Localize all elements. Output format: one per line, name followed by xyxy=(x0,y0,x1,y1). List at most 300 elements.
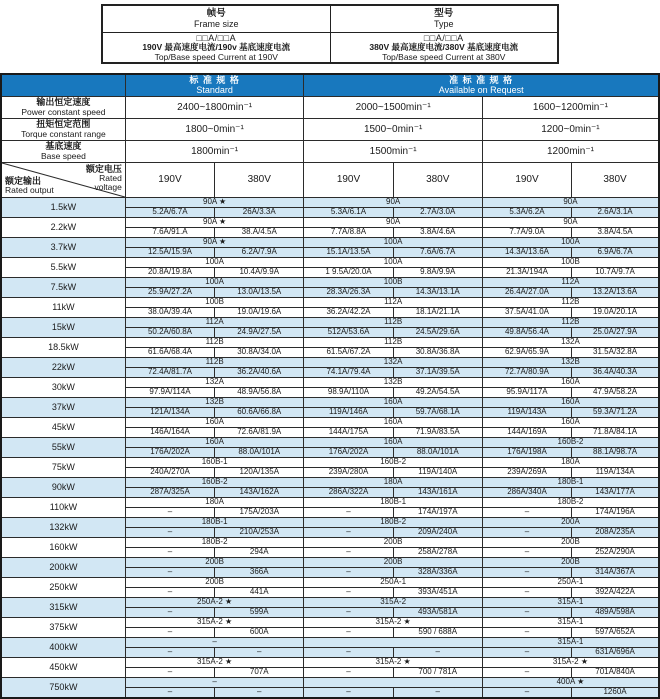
current-cell: 48.9A/56.8A xyxy=(215,387,304,397)
frame-size-cell: 315A-2 xyxy=(304,597,483,607)
torque-range-zh: 扭矩恒定范围 xyxy=(36,119,91,130)
kw-label: 37kW xyxy=(1,397,125,417)
frame-row xyxy=(1,397,659,407)
frame-size-cell: 180B-2 xyxy=(304,517,483,527)
current-cell: 5.3A/6.2A xyxy=(482,207,571,217)
frame-row xyxy=(1,357,659,367)
current-cell: – xyxy=(393,647,482,657)
current-cell: 144A/175A xyxy=(304,427,393,437)
legend-type-title xyxy=(330,5,558,33)
frame-row xyxy=(1,637,659,647)
current-cell: 14.3A/13.6A xyxy=(482,247,571,257)
current-cell: 95.9A/117A xyxy=(482,387,571,397)
kw-label: 55kW xyxy=(1,437,125,457)
frame-size-cell: 180B-2 xyxy=(125,537,304,547)
current-cell: 28.3A/26.3A xyxy=(304,287,393,297)
base-speed-value: 1200min⁻¹ xyxy=(482,140,659,162)
frame-size-cell: 112A xyxy=(125,317,304,327)
frame-size-cell: 100A xyxy=(304,237,483,247)
power-speed-value: 2400~1800min⁻¹ xyxy=(125,96,304,118)
section-header-row xyxy=(1,74,659,96)
current-cell: 20.8A/19.8A xyxy=(125,267,214,277)
current-cell: 176A/202A xyxy=(125,447,214,457)
current-cell: – xyxy=(304,527,393,537)
frame-size-cell: 200B xyxy=(482,557,659,567)
current-cell: 71.8A/84.1A xyxy=(572,427,659,437)
current-cell: 143A/162A xyxy=(215,487,304,497)
current-cell: 30.8A/34.0A xyxy=(215,347,304,357)
legend-type-desc-en: Top/Base speed Current at 380V xyxy=(382,52,506,63)
frame-size-cell: 90A ★ xyxy=(125,217,304,227)
current-cell: 37.1A/39.5A xyxy=(393,367,482,377)
frame-size-cell: 112B xyxy=(125,357,304,367)
frame-row xyxy=(1,417,659,427)
current-cell: 21.3A/194A xyxy=(482,267,571,277)
spec-table xyxy=(0,73,660,698)
frame-size-cell: 132B xyxy=(482,357,659,367)
frame-size-cell: 90A xyxy=(482,197,659,207)
kw-label: 75kW xyxy=(1,457,125,477)
current-cell: 174A/196A xyxy=(572,507,659,517)
request-en: Available on Request xyxy=(438,84,524,95)
frame-size-cell: 250A-2 ★ xyxy=(125,597,304,607)
frame-size-cell: 112A xyxy=(304,297,483,307)
rated-voltage-en1: Rated xyxy=(99,173,122,184)
current-cell: 121A/134A xyxy=(125,407,214,417)
frame-row xyxy=(1,437,659,447)
current-cell: 1260A xyxy=(572,687,659,698)
frame-size-cell: 200B xyxy=(304,537,483,547)
frame-size-cell: 180A xyxy=(125,497,304,507)
frame-size-cell: 160B-2 xyxy=(125,477,304,487)
current-cell: 25.9A/27.2A xyxy=(125,287,214,297)
current-cell: 38.A/4.5A xyxy=(215,227,304,237)
frame-row xyxy=(1,577,659,587)
frame-size-cell: 400A ★ xyxy=(482,677,659,687)
current-cell: 37.5A/41.0A xyxy=(482,307,571,317)
frame-size-cell: 160A xyxy=(304,417,483,427)
frame-row xyxy=(1,617,659,627)
frame-size-cell: 112B xyxy=(304,317,483,327)
legend-type-zh: 型号 xyxy=(434,7,454,19)
current-cell: 36.2A/40.6A xyxy=(215,367,304,377)
current-cell: 25.0A/27.9A xyxy=(572,327,659,337)
kw-label: 11kW xyxy=(1,297,125,317)
frame-size-cell: 100A xyxy=(482,237,659,247)
rated-output-zh: 额定输出 xyxy=(5,176,42,186)
kw-label: 90kW xyxy=(1,477,125,497)
current-cell: 599A xyxy=(215,607,304,617)
frame-size-cell: – xyxy=(125,677,304,687)
frame-size-cell: 160A xyxy=(125,437,304,447)
torque-range-value: 1200~0min⁻¹ xyxy=(482,118,659,140)
frame-size-cell: 90A xyxy=(304,217,483,227)
frame-size-cell: 100B xyxy=(125,297,304,307)
frame-row xyxy=(1,677,659,687)
frame-size-cell: 112B xyxy=(125,337,304,347)
current-cell: 61.6A/68.4A xyxy=(125,347,214,357)
frame-size-cell: 100A xyxy=(304,257,483,267)
current-cell: 59.7A/68.1A xyxy=(393,407,482,417)
current-cell: 143A/177A xyxy=(572,487,659,497)
voltage-header: 190V xyxy=(482,162,571,197)
current-cell: 12.5A/15.9A xyxy=(125,247,214,257)
current-cell: 88.0A/101A xyxy=(215,447,304,457)
frame-size-cell: 200B xyxy=(304,557,483,567)
current-cell: – xyxy=(304,647,393,657)
frame-size-cell: 315A-1 xyxy=(482,597,659,607)
current-cell: 74.1A/79.4A xyxy=(304,367,393,377)
current-cell: 239A/280A xyxy=(304,467,393,477)
kw-label: 750kW xyxy=(1,677,125,698)
kw-label: 15kW xyxy=(1,317,125,337)
current-cell: – xyxy=(482,667,571,677)
frame-size-cell: 180B-2 xyxy=(482,497,659,507)
current-cell: – xyxy=(125,567,214,577)
current-cell: 6.9A/6.7A xyxy=(572,247,659,257)
legend-frame-desc xyxy=(102,33,330,64)
current-cell: – xyxy=(125,667,214,677)
kw-label: 132kW xyxy=(1,517,125,537)
voltage-header: 380V xyxy=(215,162,304,197)
current-cell: 489A/598A xyxy=(572,607,659,617)
current-cell: – xyxy=(304,667,393,677)
frame-size-cell: 160A xyxy=(482,397,659,407)
current-cell: 240A/270A xyxy=(125,467,214,477)
legend-type-code: □□A/□□A xyxy=(423,33,464,43)
frame-size-cell: 250A-1 xyxy=(304,577,483,587)
base-speed-value: 1800min⁻¹ xyxy=(125,140,304,162)
frame-size-cell: 100B xyxy=(304,277,483,287)
current-cell: 9.8A/9.9A xyxy=(393,267,482,277)
legend-frame-desc-zh: 190V 最高速度电流/190v 基底速度电流 xyxy=(142,42,291,53)
kw-label: 22kW xyxy=(1,357,125,377)
current-cell: 24.9A/27.5A xyxy=(215,327,304,337)
frame-size-cell: 250A-1 xyxy=(482,577,659,587)
frame-size-cell: 132B xyxy=(125,397,304,407)
voltage-header: 190V xyxy=(125,162,214,197)
kw-label: 110kW xyxy=(1,497,125,517)
current-cell: 19.0A/20.1A xyxy=(572,307,659,317)
current-cell: 3.8A/4.5A xyxy=(572,227,659,237)
rated-voltage-zh: 额定电压 xyxy=(85,163,122,174)
frame-size-cell: 160A xyxy=(482,377,659,387)
current-cell: – xyxy=(304,627,393,637)
current-cell: – xyxy=(125,547,214,557)
current-cell: 701A/840A xyxy=(572,667,659,677)
kw-label: 18.5kW xyxy=(1,337,125,357)
current-cell: – xyxy=(304,587,393,597)
current-cell: – xyxy=(125,627,214,637)
current-cell: 393A/451A xyxy=(393,587,482,597)
kw-label: 200kW xyxy=(1,557,125,577)
frame-size-cell: 160A xyxy=(304,397,483,407)
current-cell: 209A/240A xyxy=(393,527,482,537)
legend-type-desc xyxy=(330,33,558,64)
current-cell: – xyxy=(125,687,214,698)
frame-size-cell: 180B-1 xyxy=(482,477,659,487)
base-speed-en: Base speed xyxy=(40,150,86,161)
current-cell: 18.1A/21.1A xyxy=(393,307,482,317)
frame-size-cell: 90A ★ xyxy=(125,197,304,207)
diagonal-header-cell xyxy=(1,162,125,197)
frame-size-cell: 160A xyxy=(125,417,304,427)
frame-row xyxy=(1,217,659,227)
frame-size-cell: 112B xyxy=(304,337,483,347)
current-cell: 59.3A/71.2A xyxy=(572,407,659,417)
frame-row xyxy=(1,317,659,327)
current-cell: – xyxy=(125,647,214,657)
base-speed-value: 1500min⁻¹ xyxy=(304,140,483,162)
power-speed-label xyxy=(1,96,125,118)
current-cell: 597A/652A xyxy=(572,627,659,637)
current-cell: 62.9A/65.9A xyxy=(482,347,571,357)
current-cell: – xyxy=(482,567,571,577)
frame-size-cell: 100B xyxy=(482,257,659,267)
current-cell: – xyxy=(482,547,571,557)
frame-size-cell: 180B-1 xyxy=(304,497,483,507)
frame-row xyxy=(1,377,659,387)
current-cell: – xyxy=(215,687,304,698)
legend-frame-en: Frame size xyxy=(193,18,239,29)
voltage-header: 190V xyxy=(304,162,393,197)
current-cell: 252A/290A xyxy=(572,547,659,557)
current-cell: 88.0A/101A xyxy=(393,447,482,457)
spec-table-body xyxy=(1,197,659,698)
current-cell: 210A/253A xyxy=(215,527,304,537)
current-cell: 7.7A/9.0A xyxy=(482,227,571,237)
kw-label: 375kW xyxy=(1,617,125,637)
frame-size-cell: 315A-1 xyxy=(482,637,659,647)
rated-output-en: Rated output xyxy=(5,185,54,196)
current-cell: 5.2A/6.7A xyxy=(125,207,214,217)
current-cell: 1 9.5A/20.0A xyxy=(304,267,393,277)
kw-label: 2.2kW xyxy=(1,217,125,237)
frame-size-cell: 180B-1 xyxy=(125,517,304,527)
current-cell: 493A/581A xyxy=(393,607,482,617)
current-cell: 600A xyxy=(215,627,304,637)
current-cell: 120A/135A xyxy=(215,467,304,477)
kw-label: 250kW xyxy=(1,577,125,597)
frame-size-cell: 132A xyxy=(125,377,304,387)
current-cell: 31.5A/32.8A xyxy=(572,347,659,357)
current-cell: – xyxy=(304,687,393,698)
current-cell: – xyxy=(482,687,571,698)
current-cell: 7.6A/91.A xyxy=(125,227,214,237)
current-cell: 314A/367A xyxy=(572,567,659,577)
base-speed-zh: 基底速度 xyxy=(45,141,82,152)
frame-size-cell: 90A ★ xyxy=(125,237,304,247)
kw-label: 7.5kW xyxy=(1,277,125,297)
current-cell: – xyxy=(304,507,393,517)
legend-type-en: Type xyxy=(433,18,454,29)
current-cell: 36.4A/40.3A xyxy=(572,367,659,377)
current-cell: 6.2A/7.9A xyxy=(215,247,304,257)
current-cell: – xyxy=(215,647,304,657)
power-speed-value: 2000~1500min⁻¹ xyxy=(304,96,483,118)
legend-table xyxy=(101,4,559,64)
current-cell: 175A/203A xyxy=(215,507,304,517)
torque-range-label xyxy=(1,118,125,140)
power-speed-value: 1600~1200min⁻¹ xyxy=(482,96,659,118)
kw-label: 315kW xyxy=(1,597,125,617)
standard-en: Standard xyxy=(196,84,233,95)
current-cell: – xyxy=(125,507,214,517)
frame-size-cell: 160B-2 xyxy=(304,457,483,467)
frame-size-cell: 132A xyxy=(482,337,659,347)
current-cell: 590 / 688A xyxy=(393,627,482,637)
current-cell: 36.2A/42.2A xyxy=(304,307,393,317)
frame-size-cell: 160B-1 xyxy=(125,457,304,467)
current-cell: 119A/143A xyxy=(482,407,571,417)
frame-size-cell: 132A xyxy=(304,357,483,367)
kw-label: 450kW xyxy=(1,657,125,677)
frame-size-cell xyxy=(304,677,483,687)
current-cell: 239A/269A xyxy=(482,467,571,477)
base-speed-label xyxy=(1,140,125,162)
current-cell: – xyxy=(482,607,571,617)
current-cell: 49.2A/54.5A xyxy=(393,387,482,397)
current-cell: 13.0A/13.5A xyxy=(215,287,304,297)
current-cell: 26.4A/27.0A xyxy=(482,287,571,297)
current-cell: 176A/202A xyxy=(304,447,393,457)
frame-size-cell: 112B xyxy=(482,317,659,327)
current-cell: 174A/197A xyxy=(393,507,482,517)
frame-size-cell: 200B xyxy=(125,557,304,567)
current-cell: 10.4A/9.9A xyxy=(215,267,304,277)
kw-label: 1.5kW xyxy=(1,197,125,217)
current-cell: – xyxy=(482,507,571,517)
current-cell: 72.4A/81.7A xyxy=(125,367,214,377)
torque-range-value: 1500~0min⁻¹ xyxy=(304,118,483,140)
frame-row xyxy=(1,337,659,347)
frame-row xyxy=(1,657,659,667)
frame-row xyxy=(1,597,659,607)
power-speed-row xyxy=(1,96,659,118)
frame-size-cell: 315A-2 ★ xyxy=(304,617,483,627)
current-cell: 5.3A/6.1A xyxy=(304,207,393,217)
current-cell: 49.8A/56.4A xyxy=(482,327,571,337)
current-cell: 631A/696A xyxy=(572,647,659,657)
current-cell: 328A/336A xyxy=(393,567,482,577)
kw-label: 400kW xyxy=(1,637,125,657)
frame-size-cell: 160A xyxy=(482,417,659,427)
current-cell: 707A xyxy=(215,667,304,677)
frame-size-cell: 90A xyxy=(304,197,483,207)
legend-type-desc-zh: 380V 最高速度电流/380V 基底速度电流 xyxy=(369,42,519,53)
current-cell: – xyxy=(393,687,482,698)
voltage-header: 380V xyxy=(393,162,482,197)
rated-voltage-label xyxy=(86,164,122,193)
frame-size-cell: 180A xyxy=(482,457,659,467)
frame-size-cell: 315A-2 ★ xyxy=(125,657,304,667)
current-cell: 286A/340A xyxy=(482,487,571,497)
current-cell: – xyxy=(482,647,571,657)
current-cell: 19.0A/19.6A xyxy=(215,307,304,317)
current-cell: 30.8A/36.8A xyxy=(393,347,482,357)
current-cell: 512A/53.6A xyxy=(304,327,393,337)
kw-label: 5.5kW xyxy=(1,257,125,277)
current-cell: 258A/278A xyxy=(393,547,482,557)
frame-row xyxy=(1,457,659,467)
current-cell: 15.1A/13.5A xyxy=(304,247,393,257)
current-cell: 2.6A/3.1A xyxy=(572,207,659,217)
current-cell: 14.3A/13.1A xyxy=(393,287,482,297)
torque-range-row xyxy=(1,118,659,140)
current-cell: 3.8A/4.6A xyxy=(393,227,482,237)
current-cell: 50.2A/60.8A xyxy=(125,327,214,337)
current-cell: – xyxy=(482,527,571,537)
frame-size-cell: 315A-2 ★ xyxy=(304,657,483,667)
frame-row xyxy=(1,497,659,507)
frame-size-cell xyxy=(304,637,483,647)
current-cell: 176A/198A xyxy=(482,447,571,457)
power-speed-en: Power constant speed xyxy=(21,106,106,117)
rated-voltage-en2: voltage xyxy=(94,182,122,193)
section-header-spacer xyxy=(1,74,125,96)
current-cell: 47.9A/58.2A xyxy=(572,387,659,397)
current-cell: 143A/161A xyxy=(393,487,482,497)
current-cell: 366A xyxy=(215,567,304,577)
current-cell: 119A/134A xyxy=(572,467,659,477)
frame-size-cell: 180A xyxy=(304,477,483,487)
frame-size-cell: 112A xyxy=(482,277,659,287)
frame-size-cell: 132B xyxy=(304,377,483,387)
current-cell: 7.6A/6.7A xyxy=(393,247,482,257)
frame-size-cell: 200B xyxy=(125,577,304,587)
base-speed-row xyxy=(1,140,659,162)
legend-frame-code: □□A/□□A xyxy=(196,33,237,43)
current-cell: 26A/3.3A xyxy=(215,207,304,217)
kw-label: 45kW xyxy=(1,417,125,437)
voltage-row xyxy=(1,162,659,197)
power-speed-zh: 输出恒定速度 xyxy=(36,97,91,108)
current-cell: 7.7A/8.8A xyxy=(304,227,393,237)
current-cell: 97.9A/114A xyxy=(125,387,214,397)
frame-row xyxy=(1,257,659,267)
torque-range-value: 1800~0min⁻¹ xyxy=(125,118,304,140)
current-cell: 24.5A/29.6A xyxy=(393,327,482,337)
current-cell: 700 / 781A xyxy=(393,667,482,677)
current-cell: 10.7A/9.7A xyxy=(572,267,659,277)
current-cell: 72.7A/80.9A xyxy=(482,367,571,377)
current-cell: 392A/422A xyxy=(572,587,659,597)
current-cell: 13.2A/13.6A xyxy=(572,287,659,297)
frame-size-cell: 160B-2 xyxy=(482,437,659,447)
legend-frame-zh: 帧号 xyxy=(206,7,226,19)
current-cell: 208A/235A xyxy=(572,527,659,537)
current-cell: 441A xyxy=(215,587,304,597)
kw-label: 30kW xyxy=(1,377,125,397)
section-request xyxy=(304,74,659,96)
frame-size-cell: 200A xyxy=(482,517,659,527)
frame-row xyxy=(1,237,659,247)
current-cell: – xyxy=(482,627,571,637)
current-cell: 2.7A/3.0A xyxy=(393,207,482,217)
frame-size-cell: 90A xyxy=(482,217,659,227)
current-cell: 286A/322A xyxy=(304,487,393,497)
current-cell: 119A/146A xyxy=(304,407,393,417)
frame-row xyxy=(1,557,659,567)
frame-size-cell: 112B xyxy=(482,297,659,307)
frame-row xyxy=(1,197,659,207)
legend-frame-desc-en: Top/Base speed Current at 190V xyxy=(154,52,278,63)
current-cell: – xyxy=(125,527,214,537)
current-cell: 98.9A/110A xyxy=(304,387,393,397)
legend-frame-title xyxy=(102,5,330,33)
kw-label: 160kW xyxy=(1,537,125,557)
current-cell: 287A/325A xyxy=(125,487,214,497)
